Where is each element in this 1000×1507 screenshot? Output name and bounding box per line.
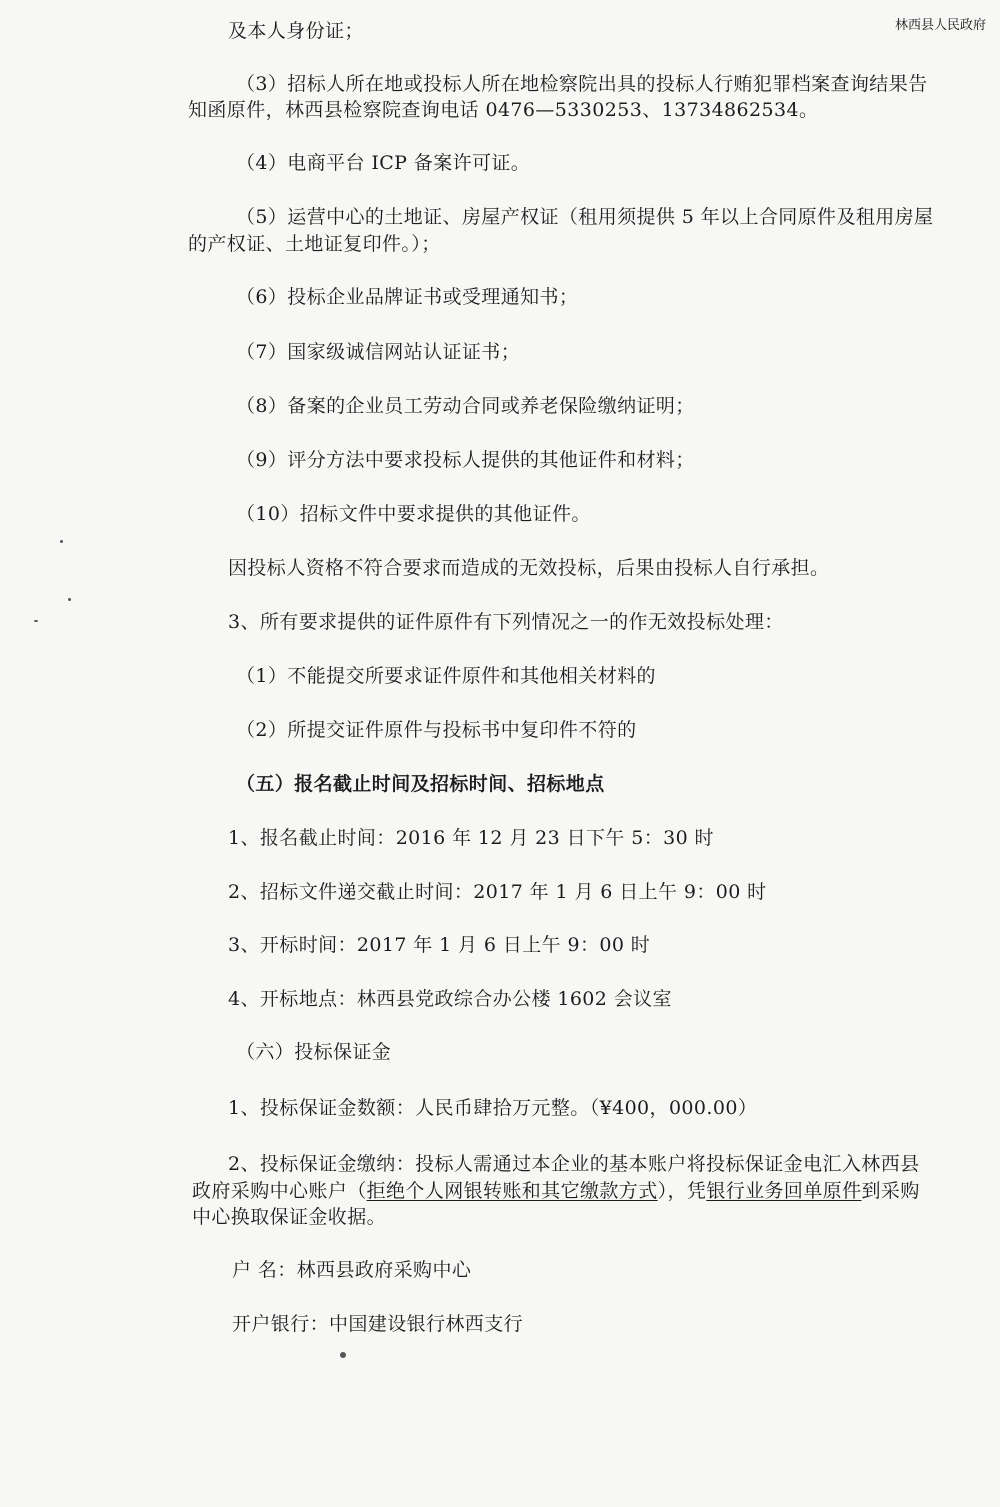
item-5-line1: （5）运营中心的土地证、房屋产权证（租用须提供 5 年以上合同原件及租用房屋 [236, 206, 934, 228]
scan-speck [68, 598, 71, 601]
section-3-item-1: （1）不能提交所要求证件原件和其他相关材料的 [236, 665, 656, 687]
item-3-line2: 知函原件，林西县检察院查询电话 0476—5330253、13734862534。 [188, 99, 819, 121]
text-part: 政府采购中心账户（ [192, 1180, 367, 1202]
deposit-payment-line3: 中心换取保证金收据。 [192, 1206, 387, 1228]
deposit-payment-line2 [192, 1178, 920, 1204]
deposit-payment-line1: 2、投标保证金缴纳：投标人需通过本企业的基本账户将投标保证金电汇入林西县 [228, 1153, 920, 1175]
submission-deadline: 2、招标文件递交截止时间：2017 年 1 月 6 日上午 9：00 时 [228, 881, 767, 903]
section-five-heading: （五）报名截止时间及招标时间、招标地点 [236, 773, 605, 795]
scan-speck [340, 1352, 346, 1358]
scan-speck [60, 540, 63, 543]
account-name: 户 名：林西县政府采购中心 [232, 1259, 472, 1281]
underlined-receipt: 银行业务回单原件 [706, 1180, 862, 1202]
item-3-line1: （3）招标人所在地或投标人所在地检察院出具的投标人行贿犯罪档案查询结果告 [236, 73, 928, 95]
item-4: （4）电商平台 ICP 备案许可证。 [236, 152, 531, 174]
opening-bank: 开户银行：中国建设银行林西支行 [232, 1313, 524, 1335]
registration-deadline: 1、报名截止时间：2016 年 12 月 23 日下午 5：30 时 [228, 827, 714, 849]
underlined-refusal: 拒绝个人网银转账和其它缴款方式 [366, 1180, 658, 1202]
line-id-card: 及本人身份证； [228, 20, 364, 42]
scan-speck [34, 620, 38, 622]
text-part: 到采购 [861, 1180, 920, 1202]
item-8: （8）备案的企业员工劳动合同或养老保险缴纳证明； [236, 395, 695, 417]
section-six-heading: （六）投标保证金 [236, 1041, 392, 1063]
deposit-amount: 1、投标保证金数额：人民币肆拾万元整。（¥400，000.00） [228, 1097, 758, 1119]
section-3-item-2: （2）所提交证件原件与投标书中复印件不符的 [236, 719, 637, 741]
opening-time: 3、开标时间：2017 年 1 月 6 日上午 9：00 时 [228, 934, 651, 956]
source-watermark: 林西县人民政府 [894, 18, 986, 33]
disqualification-note: 因投标人资格不符合要求而造成的无效投标，后果由投标人自行承担。 [228, 557, 830, 579]
item-5-line2: 的产权证、土地证复印件。）； [188, 233, 441, 255]
text-part: ），凭 [657, 1180, 707, 1202]
item-9: （9）评分方法中要求投标人提供的其他证件和材料； [236, 449, 695, 471]
opening-location: 4、开标地点：林西县党政综合办公楼 1602 会议室 [228, 988, 672, 1010]
item-6: （6）投标企业品牌证书或受理通知书； [236, 286, 579, 308]
item-10: （10）招标文件中要求提供的其他证件。 [236, 503, 591, 525]
item-7: （7）国家级诚信网站认证证书； [236, 341, 521, 363]
section-3-heading: 3、所有要求提供的证件原件有下列情况之一的作无效投标处理： [228, 611, 784, 633]
